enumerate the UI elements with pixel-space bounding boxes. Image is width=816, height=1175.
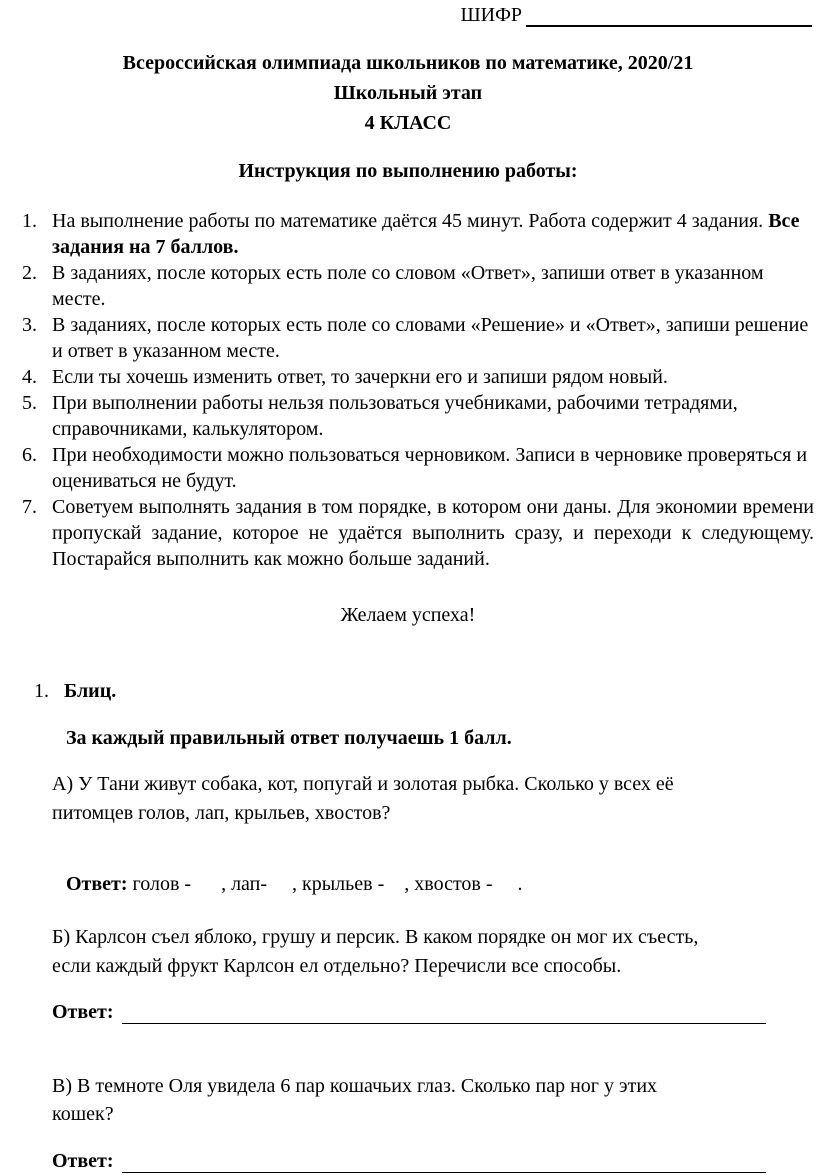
answer-line[interactable] [122,1156,766,1173]
instruction-number: 6. [22,444,37,466]
task-c-line2: кошек? [52,1103,114,1125]
instruction-bold-text: Все задания на 7 баллов. [52,210,800,258]
instruction-text: При необходимости можно пользоваться черновиком. Записи в черновике проверяться и оцениваться не будут. [52,444,808,492]
instruction-item [22,494,814,572]
task-number: 1. [34,680,49,702]
instructions-heading: Инструкция по выполнению работы: [238,160,578,182]
answer-fill-text[interactable]: голов - , лап- , крыльев - , хвостов - . [127,873,523,895]
instruction-number: 1. [22,210,37,232]
task-b-line1: Б) Карлсон съел яблоко, грушу и персик. В каком порядке он мог их съесть, [52,926,699,948]
olympiad-title: Всероссийская олимпиада школьников по математике, 2020/21 [122,52,694,74]
answer-label: Ответ: [66,873,128,895]
instruction-text: В заданиях, после которых есть поле со словами «Решение» и «Ответ», запиши решение и ответ в указанном месте. [52,314,809,362]
instruction-number: 3. [22,314,37,336]
task-c-line1: В) В темноте Оля увидела 6 пар кошачьих глаз. Сколько пар ног у этих [52,1075,658,1097]
instruction-number: 4. [22,366,37,388]
instruction-item [22,442,814,494]
instruction-item [22,260,814,312]
task-points-note: За каждый правильный ответ получаешь 1 балл. [66,727,512,749]
task-title: Блиц. [64,680,117,702]
cipher-input-line[interactable] [526,7,812,27]
cipher-field [0,4,816,27]
instruction-text: При выполнении работы нельзя пользоваться учебниками, рабочими тетрадями, справочниками, калькулятором. [52,392,738,440]
instruction-text: В заданиях, после которых есть поле со словом «Ответ», запиши ответ в указанном месте. [52,262,764,310]
task-a-line2: питомцев голов, лап, крыльев, хвостов? [52,802,391,824]
task-1-heading [34,680,116,703]
task-a-answer [56,850,523,896]
instruction-item [22,390,814,442]
instruction-item [22,364,814,390]
grade-title: 4 КЛАСС [364,112,452,134]
task-b-answer [52,1001,766,1024]
instruction-text: Советуем выполнять задания в том порядке, в котором они даны. Для экономии времени пропускай задание, которое не удаётся выполнить сразу, и переходи к следующему. Постарайся выполнить как можно больше заданий. [52,496,814,570]
answer-label: Ответ: [52,1150,114,1172]
instructions-list [22,208,814,572]
answer-line[interactable] [122,1007,766,1024]
wish-text: Желаем успеха! [340,604,476,626]
answer-label: Ответ: [52,1001,114,1023]
task-b-line2: если каждый фрукт Карлсон ел отдельно? Перечисли все способы. [52,955,622,977]
instruction-item [22,312,814,364]
cipher-label: ШИФР [460,4,522,26]
stage-title: Школьный этап [333,82,483,104]
instruction-number: 5. [22,392,37,414]
instruction-number: 7. [22,496,37,518]
task-c-answer [52,1150,766,1173]
instruction-text: На выполнение работы по математике даётся 45 минут. Работа содержит 4 задания. [52,210,769,232]
instruction-number: 2. [22,262,37,284]
instruction-text: Если ты хочешь изменить ответ, то зачеркни его и запиши рядом новый. [52,366,668,388]
instruction-item [22,208,814,260]
task-a-line1: А) У Тани живут собака, кот, попугай и золотая рыбка. Сколько у всех её [52,773,674,795]
